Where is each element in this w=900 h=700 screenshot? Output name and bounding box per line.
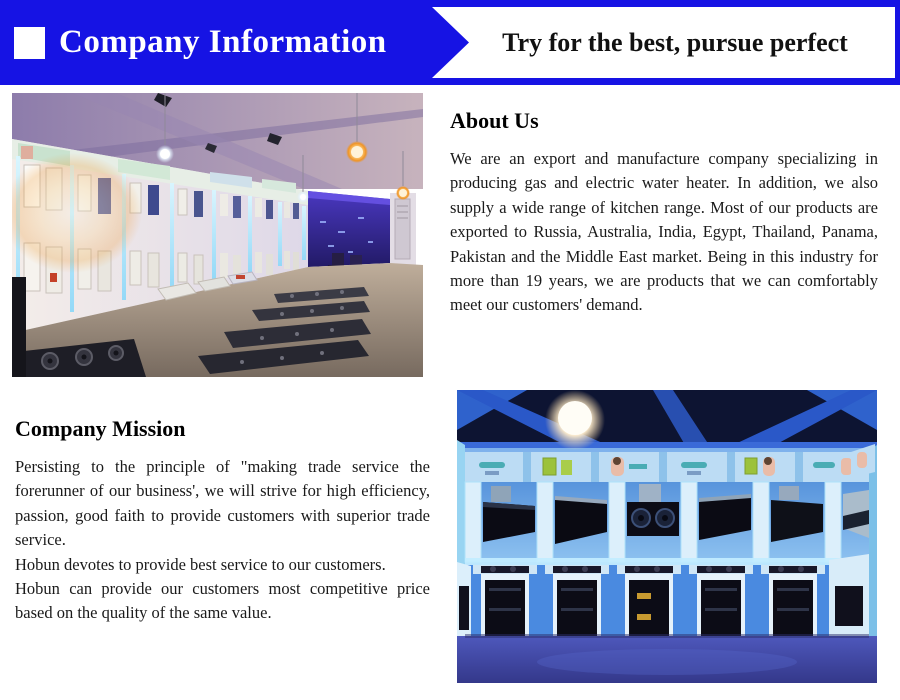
showroom-photo-kitchen-appliances xyxy=(457,390,877,683)
white-square-icon xyxy=(14,27,45,59)
company-mission-heading: Company Mission xyxy=(15,416,186,441)
about-us-section xyxy=(450,108,878,318)
showroom-photo-water-heaters xyxy=(12,93,423,377)
water-heater-showroom-illustration xyxy=(12,93,423,377)
mission-paragraph: Hobun devotes to provide best service to our customers. xyxy=(15,554,386,574)
dark-ceiling xyxy=(457,390,877,453)
back-wall-panel xyxy=(308,191,390,267)
about-us-heading: About Us xyxy=(450,108,539,133)
mission-paragraph: Hobun can provide our customers most competitive price based on the quality of the same value. xyxy=(15,579,430,623)
banner-title-group xyxy=(14,0,387,85)
page-title: Company Information xyxy=(59,24,387,60)
header-banner xyxy=(0,0,900,85)
kitchen-showroom-illustration xyxy=(457,390,877,683)
floor xyxy=(457,634,877,683)
about-us-body: We are an export and manufacture company specializing in producing gas and electric water heater. In addition, we also supply a wide range of kitchen range. Most of our products are exported to Russia, Australia, India, Egypt, Thailand, Panama, Pakistan and the Middle East market. Being in this industry for more than 19 years, we are products that we can comfortably meet our customers' demand. xyxy=(450,149,878,315)
globe-lamp xyxy=(545,390,605,450)
company-mission-section xyxy=(15,416,430,626)
right-column-ac-unit xyxy=(390,193,416,267)
cooktop-cabinets xyxy=(457,554,869,646)
brand-signage-band xyxy=(465,452,869,482)
tagline-text: Try for the best, pursue perfect xyxy=(502,27,848,57)
mission-paragraph: Persisting to the principle of "making trade service the forerunner of our business', we will strive for high efficiency, passion, good faith to provide customers with superior trade service. xyxy=(15,457,430,550)
counter-glow-strip xyxy=(465,558,869,565)
